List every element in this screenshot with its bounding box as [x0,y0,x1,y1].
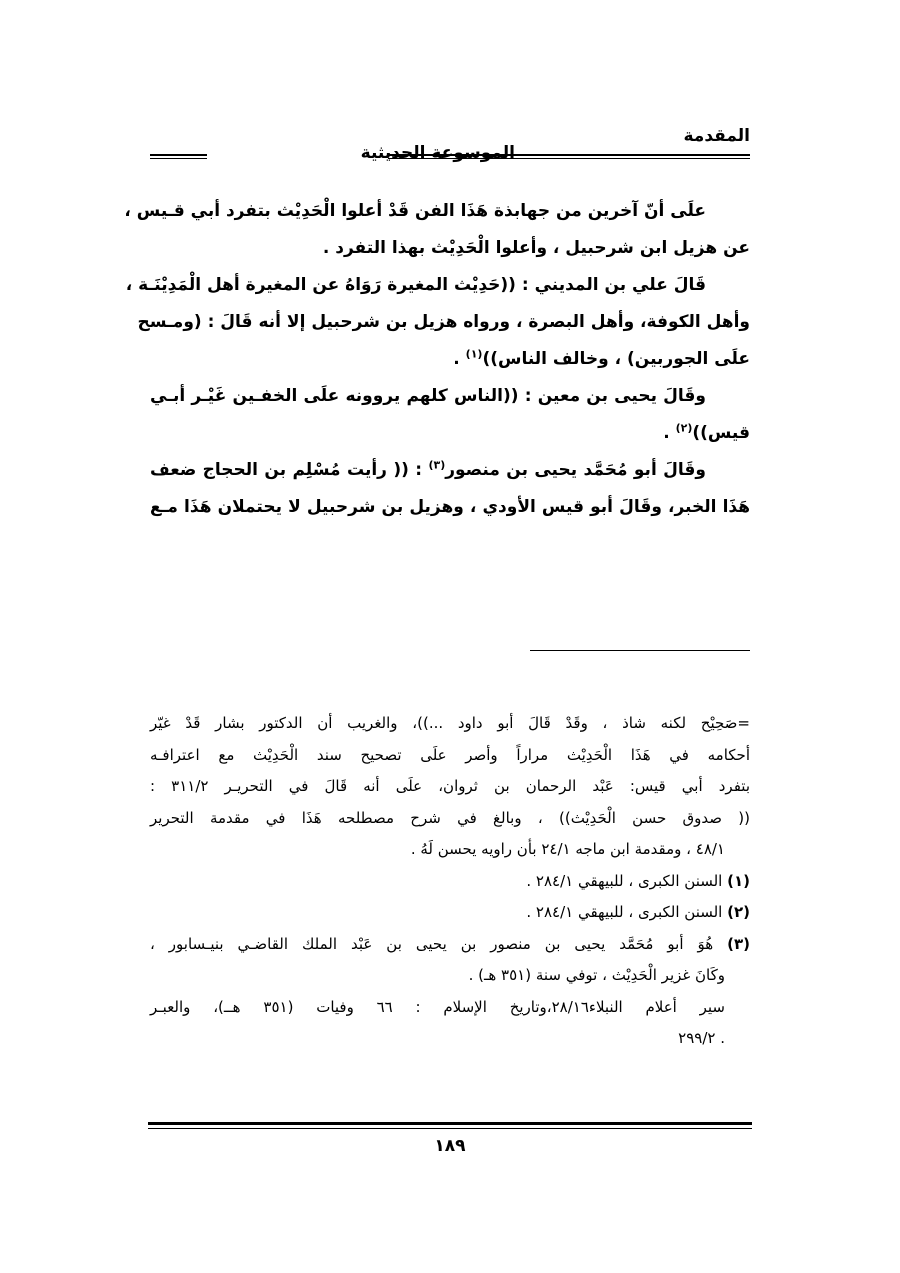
footnote-number: (١) [727,871,750,890]
footnote-ref-2[interactable]: (٢) [675,421,693,435]
text-segment: وقَالَ أبو مُحَمَّد يحيى بن منصور [445,460,706,480]
note-line: أحكامه في هَذَا الْحَدِيْث مراراً وأصر علَى تصحيح سند الْحَدِيْث مع اعترافـه [150,745,750,764]
footnote-2 [150,897,750,929]
header-rule-short [150,154,207,159]
footnote-ref-1[interactable]: (١) [465,347,483,361]
section-title: المقدمة [683,126,750,146]
note-line: وكَانَ غزير الْحَدِيْث ، توفي سنة (٣٥١ هـ) . [468,966,725,984]
footnote-number: (٣) [727,934,750,953]
text-line: عن هزيل ابن شرحبيل ، وأعلوا الْحَدِيْث بهذا التفرد . [322,238,750,258]
footnote-ref-3[interactable]: (٣) [428,458,446,472]
footnote-number: (٢) [727,903,750,921]
period: . [663,423,670,443]
note-line: (( صدوق حسن الْحَدِيْث)) ، وبالغ في شرح مصطلحه هَذَا في مقدمة التحرير [150,808,750,827]
text-segment: : (( رأيت مُسْلِم بن الحجاج ضعف [150,460,423,480]
book-title: الموسوعة الحديثية [360,143,515,163]
note-line: بتفرد أبي قيس: عَبْد الرحمان بن ثروان، علَى أنه قَالَ في التحريـر ٣١١/٢ : [150,777,750,795]
text-segment: قيس)) [692,423,750,443]
main-text [124,193,750,526]
footnote-3 [150,929,750,961]
text-line [150,415,750,452]
period: . [453,349,460,369]
text-line: وقَالَ يحيى بن معين : ((الناس كلهم يروونه علَى الخفـين غَيْـر أبـي [150,386,706,406]
note-line: سير أعلام النبلاء٢٨/١٦،وتاريخ الإسلام : ٦٦ وفيات (٣٥١ هــ)، والعبـر [150,997,725,1016]
text-line: قَالَ علي بن المديني : ((حَدِيْث المغيرة رَوَاهُ عن المغيرة أهل الْمَدِيْنَـة ، [125,275,706,295]
footnotes [150,708,750,1055]
text-line [150,341,750,378]
text-line: هَذَا الخبر، وقَالَ أبو قيس الأودي ، وهزيل بن شرحبيل لا يحتملان هَذَا مـع [150,497,750,517]
footnote-1 [150,866,750,898]
footnote-text: السنن الكبرى ، للبيهقي ٢٨٤/١ . [526,903,723,921]
footnote-separator [530,650,750,651]
footnote-text: هُوَ أبو مُحَمَّد يحيى بن منصور بن يحيى بن عَبْد الملك القاضـي بنيـسابور ، [150,934,714,953]
text-segment: علَى الجوربين) ، وخالف الناس)) [482,349,750,369]
note-line: . ٢٩٩/٢ [678,1029,725,1047]
footnote-text: السنن الكبرى ، للبيهقي ٢٨٤/١ . [526,871,723,890]
text-line: وأهل الكوفة، وأهل البصرة ، ورواه هزيل بن شرحبيل إلا أنه قَالَ : (ومـسح [137,312,750,332]
footer-rule [148,1122,752,1129]
note-line: =صَحِيْح لكنه شاذ ، وقَدْ قَالَ أبو داود ...))، والغريب أن الدكتور بشار قَدْ غيّر [150,714,750,732]
text-line [150,452,750,489]
note-line: ٤٨/١ ، ومقدمة ابن ماجه ٢٤/١ بأن راويه يحسن لَهُ . [410,840,725,858]
text-line: علَى أنّ آخرين من جهابذة هَذَا الفن قَدْ أعلوا الْحَدِيْث بتفرد أبي قـيس ، [124,201,706,221]
page-number: ١٨٩ [434,1136,466,1156]
